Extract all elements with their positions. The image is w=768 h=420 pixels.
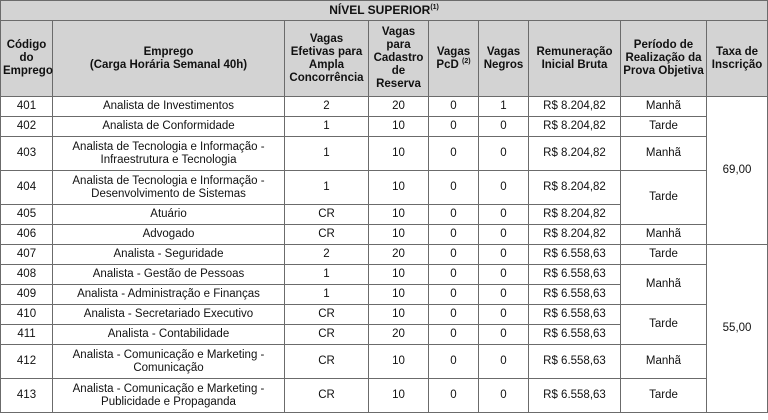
cell-ampla: CR [285, 325, 369, 345]
header-codigo: Código do Emprego [1, 21, 53, 97]
table-row [1, 345, 768, 379]
cell-codigo: 405 [1, 205, 53, 225]
cell-periodo: Tarde [621, 305, 707, 345]
cell-ampla: CR [285, 379, 369, 413]
cell-emprego [53, 171, 285, 205]
cell-negros: 0 [479, 137, 529, 171]
cell-emprego [53, 117, 285, 137]
cell-ampla: 1 [285, 137, 369, 171]
cell-ampla: 1 [285, 285, 369, 305]
emprego-line: Publicidade e Propaganda [101, 395, 236, 408]
cell-cadastro: 10 [369, 171, 429, 205]
cell-pcd: 0 [429, 345, 479, 379]
cell-remuneracao: R$ 6.558,63 [529, 305, 621, 325]
cell-cadastro: 20 [369, 325, 429, 345]
emprego-line: Advogado [142, 228, 195, 240]
cell-remuneracao: R$ 6.558,63 [529, 265, 621, 285]
cell-emprego [53, 285, 285, 305]
cell-remuneracao: R$ 6.558,63 [529, 345, 621, 379]
cell-ampla: CR [285, 305, 369, 325]
emprego-line: Analista - Secretariado Executivo [83, 308, 254, 320]
table-row [1, 117, 768, 137]
cell-cadastro: 10 [369, 225, 429, 245]
cell-pcd: 0 [429, 285, 479, 305]
cell-codigo: 406 [1, 225, 53, 245]
cell-pcd: 0 [429, 137, 479, 171]
cell-codigo: 407 [1, 245, 53, 265]
emprego-line: Comunicação [133, 361, 204, 374]
cell-pcd: 0 [429, 225, 479, 245]
cell-pcd: 0 [429, 325, 479, 345]
cell-negros: 0 [479, 265, 529, 285]
cell-cadastro: 20 [369, 245, 429, 265]
cell-emprego [53, 265, 285, 285]
header-vagas-cadastro: Vagas para Cadastro de Reserva [369, 21, 429, 97]
cell-remuneracao: R$ 8.204,82 [529, 171, 621, 205]
cell-pcd: 0 [429, 245, 479, 265]
cell-periodo: Manhã [621, 265, 707, 305]
table-row [1, 97, 768, 117]
table-row [1, 171, 768, 205]
cell-negros: 0 [479, 117, 529, 137]
header-vagas-ampla: Vagas Efetivas para Ampla Concorrência [285, 21, 369, 97]
cell-remuneracao: R$ 6.558,63 [529, 245, 621, 265]
table-row [1, 265, 768, 285]
cell-periodo: Tarde [621, 379, 707, 413]
cell-codigo: 408 [1, 265, 53, 285]
cell-ampla: CR [285, 205, 369, 225]
cell-ampla: 1 [285, 171, 369, 205]
cell-cadastro: 10 [369, 117, 429, 137]
cell-remuneracao: R$ 8.204,82 [529, 137, 621, 171]
cell-codigo: 411 [1, 325, 53, 345]
cell-codigo: 410 [1, 305, 53, 325]
header-vagas-pcd: Vagas PcD $^{(2)}$ [429, 21, 479, 97]
cell-periodo: Tarde [621, 171, 707, 225]
cell-pcd: 0 [429, 265, 479, 285]
cell-negros: 0 [479, 205, 529, 225]
header-vagas-negros: Vagas Negros [479, 21, 529, 97]
cell-pcd: 0 [429, 379, 479, 413]
header-emprego: Emprego (Carga Horária Semanal 40h) [53, 21, 285, 97]
cell-remuneracao: R$ 8.204,82 [529, 205, 621, 225]
cell-emprego [53, 379, 285, 413]
cell-pcd: 0 [429, 305, 479, 325]
cell-remuneracao: R$ 6.558,63 [529, 285, 621, 305]
cell-remuneracao: R$ 8.204,82 [529, 117, 621, 137]
emprego-line: Analista - Seguridade [113, 248, 224, 260]
table-row [1, 379, 768, 413]
cell-negros: 0 [479, 379, 529, 413]
cell-negros: 0 [479, 285, 529, 305]
cell-emprego [53, 245, 285, 265]
cell-taxa: 55,00 [707, 245, 768, 413]
cell-negros: 0 [479, 325, 529, 345]
header-taxa: Taxa de Inscrição [707, 21, 768, 97]
cell-ampla: CR [285, 225, 369, 245]
emprego-line: Analista - Contabilidade [107, 328, 230, 340]
cell-periodo: Tarde [621, 245, 707, 265]
emprego-line: Analista de Conformidade [102, 120, 235, 132]
emprego-line: Analista - Gestão de Pessoas [92, 268, 245, 280]
cell-negros: 0 [479, 345, 529, 379]
emprego-line: Infraestrutura e Tecnologia [100, 153, 237, 166]
emprego-line: Analista - Comunicação e Marketing - [72, 348, 265, 361]
table-body [1, 97, 768, 413]
cell-emprego [53, 97, 285, 117]
cell-ampla: CR [285, 345, 369, 379]
cell-pcd: 0 [429, 205, 479, 225]
cell-codigo: 403 [1, 137, 53, 171]
cell-emprego [53, 325, 285, 345]
cell-cadastro: 10 [369, 205, 429, 225]
emprego-line: Analista de Tecnologia e Informação - [72, 140, 265, 153]
cell-cadastro: 10 [369, 285, 429, 305]
emprego-line: Analista - Comunicação e Marketing - [72, 382, 265, 395]
header-periodo: Período de Realização da Prova Objetiva [621, 21, 707, 97]
cell-remuneracao: R$ 8.204,82 [529, 225, 621, 245]
cell-cadastro: 10 [369, 137, 429, 171]
table-title: NÍVEL SUPERIOR$^{(1)}$ [1, 1, 768, 21]
table-row [1, 137, 768, 171]
cell-emprego [53, 225, 285, 245]
cell-codigo: 402 [1, 117, 53, 137]
table-row [1, 245, 768, 265]
cell-negros: 0 [479, 225, 529, 245]
cell-cadastro: 10 [369, 379, 429, 413]
cell-cadastro: 10 [369, 345, 429, 379]
table-row [1, 225, 768, 245]
header-remuneracao: Remuneração Inicial Bruta [529, 21, 621, 97]
cell-remuneracao: R$ 8.204,82 [529, 97, 621, 117]
cell-emprego [53, 137, 285, 171]
cell-negros: 0 [479, 245, 529, 265]
cell-periodo: Tarde [621, 117, 707, 137]
cell-pcd: 0 [429, 171, 479, 205]
emprego-line: Atuário [150, 208, 187, 220]
cell-periodo: Manhã [621, 97, 707, 117]
emprego-line: Analista de Investimentos [102, 100, 235, 112]
cell-remuneracao: R$ 6.558,63 [529, 379, 621, 413]
cell-emprego [53, 305, 285, 325]
emprego-line: Analista de Tecnologia e Informação - [72, 174, 265, 187]
emprego-line: Desenvolvimento de Sistemas [91, 187, 246, 200]
cell-cadastro: 10 [369, 265, 429, 285]
cell-negros: 1 [479, 97, 529, 117]
cell-periodo: Manhã [621, 345, 707, 379]
cell-codigo: 413 [1, 379, 53, 413]
cell-ampla: 1 [285, 117, 369, 137]
cell-codigo: 412 [1, 345, 53, 379]
cell-cadastro: 10 [369, 305, 429, 325]
cell-periodo: Manhã [621, 137, 707, 171]
cell-cadastro: 20 [369, 97, 429, 117]
table-row [1, 305, 768, 325]
cell-negros: 0 [479, 171, 529, 205]
cell-remuneracao: R$ 6.558,63 [529, 325, 621, 345]
cell-ampla: 2 [285, 97, 369, 117]
cell-ampla: 2 [285, 245, 369, 265]
cell-codigo: 404 [1, 171, 53, 205]
cell-pcd: 0 [429, 117, 479, 137]
cell-pcd: 0 [429, 97, 479, 117]
emprego-line: Analista - Administração e Finanças [77, 288, 260, 300]
cell-periodo: Manhã [621, 225, 707, 245]
cell-codigo: 409 [1, 285, 53, 305]
cell-ampla: 1 [285, 265, 369, 285]
cell-negros: 0 [479, 305, 529, 325]
cell-emprego [53, 345, 285, 379]
cell-codigo: 401 [1, 97, 53, 117]
cell-taxa: 69,00 [707, 97, 768, 245]
cell-emprego [53, 205, 285, 225]
